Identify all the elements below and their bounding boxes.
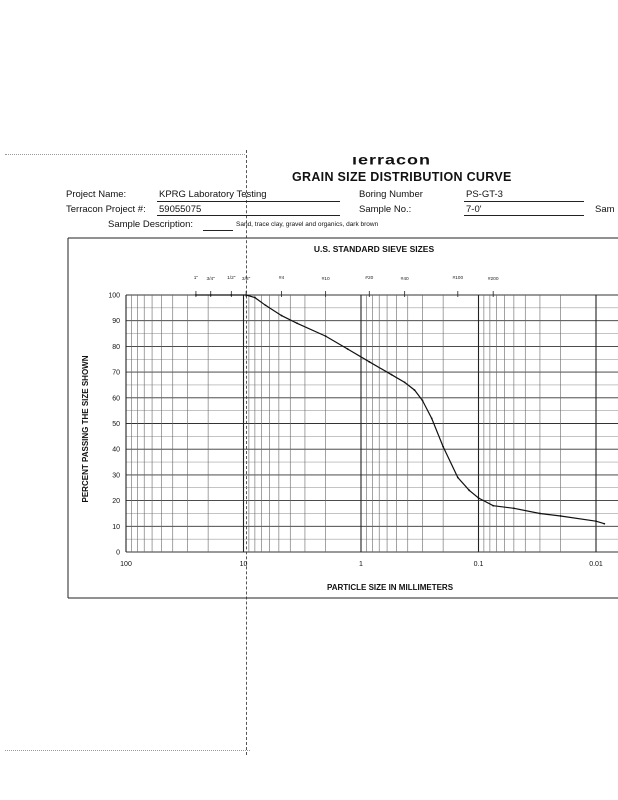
x-tick-label: 100: [120, 561, 132, 568]
x-axis-label: PARTICLE SIZE IN MILLIMETERS: [326, 583, 454, 592]
x-tick-label: 0.1: [473, 561, 484, 568]
y-tick-label: 40: [112, 446, 120, 454]
data-point: [492, 505, 494, 507]
sieve-label: #4: [278, 276, 285, 281]
y-tick-label: 80: [112, 343, 120, 351]
y-tick-label: 100: [108, 292, 120, 300]
sieve-label: #100: [452, 276, 464, 281]
sieve-label: 3/8": [241, 277, 251, 282]
x-tick-label: 0.01: [589, 561, 603, 568]
project-number-value: 59055075: [159, 204, 202, 215]
data-point: [422, 399, 424, 401]
data-point: [468, 489, 470, 491]
chart-title: U.S. STANDARD SIEVE SIZES: [313, 244, 435, 254]
x-tick-label: 10: [239, 561, 248, 568]
y-tick-label: 60: [112, 395, 120, 403]
sample-number-value: 7-0': [466, 204, 482, 215]
y-tick-label: 10: [112, 523, 120, 531]
data-point: [414, 389, 416, 391]
data-point: [391, 374, 393, 376]
data-point: [265, 304, 267, 306]
sieve-label: 1/2": [227, 276, 236, 281]
sieve-label: #10: [321, 277, 330, 282]
sieve-label: #20: [365, 276, 374, 281]
project-number-label: Terracon Project #:: [66, 204, 146, 215]
data-points: [195, 294, 605, 525]
gradation-curve: [196, 295, 604, 524]
data-point: [603, 523, 605, 525]
data-point: [210, 294, 212, 296]
data-point: [442, 446, 444, 448]
sample-number-label: Sample No.:: [359, 204, 412, 215]
data-point: [539, 513, 541, 515]
project-name-value: KPRG Laboratory Testing: [159, 189, 267, 200]
data-point: [195, 294, 197, 296]
data-point: [478, 497, 480, 499]
y-tick-label: 90: [112, 318, 120, 326]
y-tick-label: 0: [116, 549, 120, 557]
data-point: [347, 348, 349, 350]
data-point: [281, 315, 283, 317]
y-tick-label: 20: [112, 498, 120, 506]
data-point: [404, 381, 406, 383]
data-point: [431, 417, 433, 419]
data-point: [254, 297, 256, 299]
boring-number-label: Boring Number: [359, 189, 423, 200]
sample-description-label: Sample Description:: [108, 219, 194, 230]
chart-frame: [68, 238, 618, 598]
data-point: [368, 361, 370, 363]
data-point: [595, 520, 597, 522]
y-tick-label: 30: [112, 472, 120, 480]
sample-description-value: Sand, trace clay, gravel and organics, dark brown: [236, 221, 379, 228]
data-point: [296, 322, 298, 324]
y-tick-label: 50: [112, 421, 120, 428]
x-tick-label: 1: [359, 561, 363, 568]
sieve-label: #40: [400, 277, 409, 282]
boring-number-value: PS-GT-3: [466, 189, 503, 200]
company-logo: ıerracon: [352, 152, 432, 168]
sample-cut-label: Sam: [595, 204, 615, 215]
data-point: [457, 477, 459, 479]
sieve-label: 1": [193, 276, 199, 281]
data-point: [245, 294, 247, 296]
y-axis-label: PERCENT PASSING THE SIZE SHOWN: [81, 355, 90, 503]
data-point: [560, 515, 562, 517]
sieve-label: 3/4": [206, 277, 215, 282]
page-title: GRAIN SIZE DISTRIBUTION CURVE: [292, 170, 512, 184]
sieve-label: #200: [487, 277, 499, 282]
data-point: [325, 335, 327, 337]
y-tick-label: 70: [112, 369, 120, 377]
data-point: [230, 294, 232, 296]
data-point: [513, 507, 515, 509]
project-name-label: Project Name:: [66, 189, 127, 200]
